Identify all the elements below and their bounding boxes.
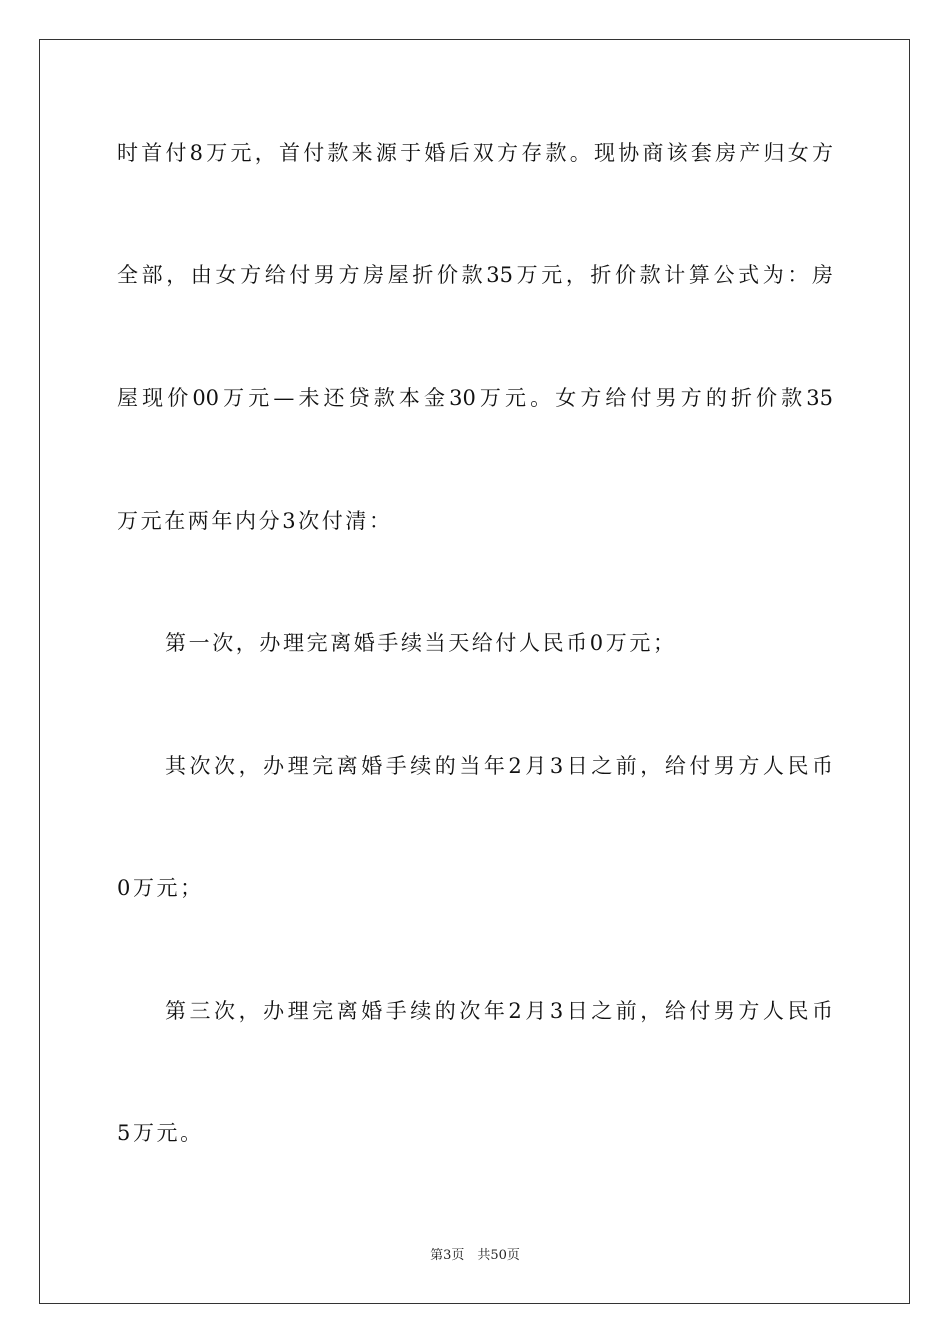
paragraph-line: 5万元。 bbox=[117, 1121, 204, 1145]
paragraph-line: 时首付8万元，首付款来源于婚后双方存款。现协商该套房产归女方 bbox=[117, 141, 833, 165]
paragraph-line: 第一次，办理完离婚手续当天给付人民币0万元； bbox=[165, 631, 677, 655]
paragraph-line: 0万元； bbox=[117, 876, 204, 900]
paragraph-line: 第三次，办理完离婚手续的次年2月3日之前，给付男方人民币 bbox=[165, 999, 833, 1023]
paragraph-line: 屋现价00万元—未还贷款本金30万元。女方给付男方的折价款35 bbox=[117, 386, 833, 410]
paragraph-line: 其次次，办理完离婚手续的当年2月3日之前，给付男方人民币 bbox=[165, 754, 833, 778]
page-number: 第3页 共50页 bbox=[430, 1248, 520, 1263]
paragraph-line: 万元在两年内分3次付清： bbox=[117, 509, 393, 533]
paragraph-line: 全部，由女方给付男方房屋折价款35万元，折价款计算公式为：房 bbox=[117, 263, 833, 287]
page-frame bbox=[39, 39, 910, 1304]
